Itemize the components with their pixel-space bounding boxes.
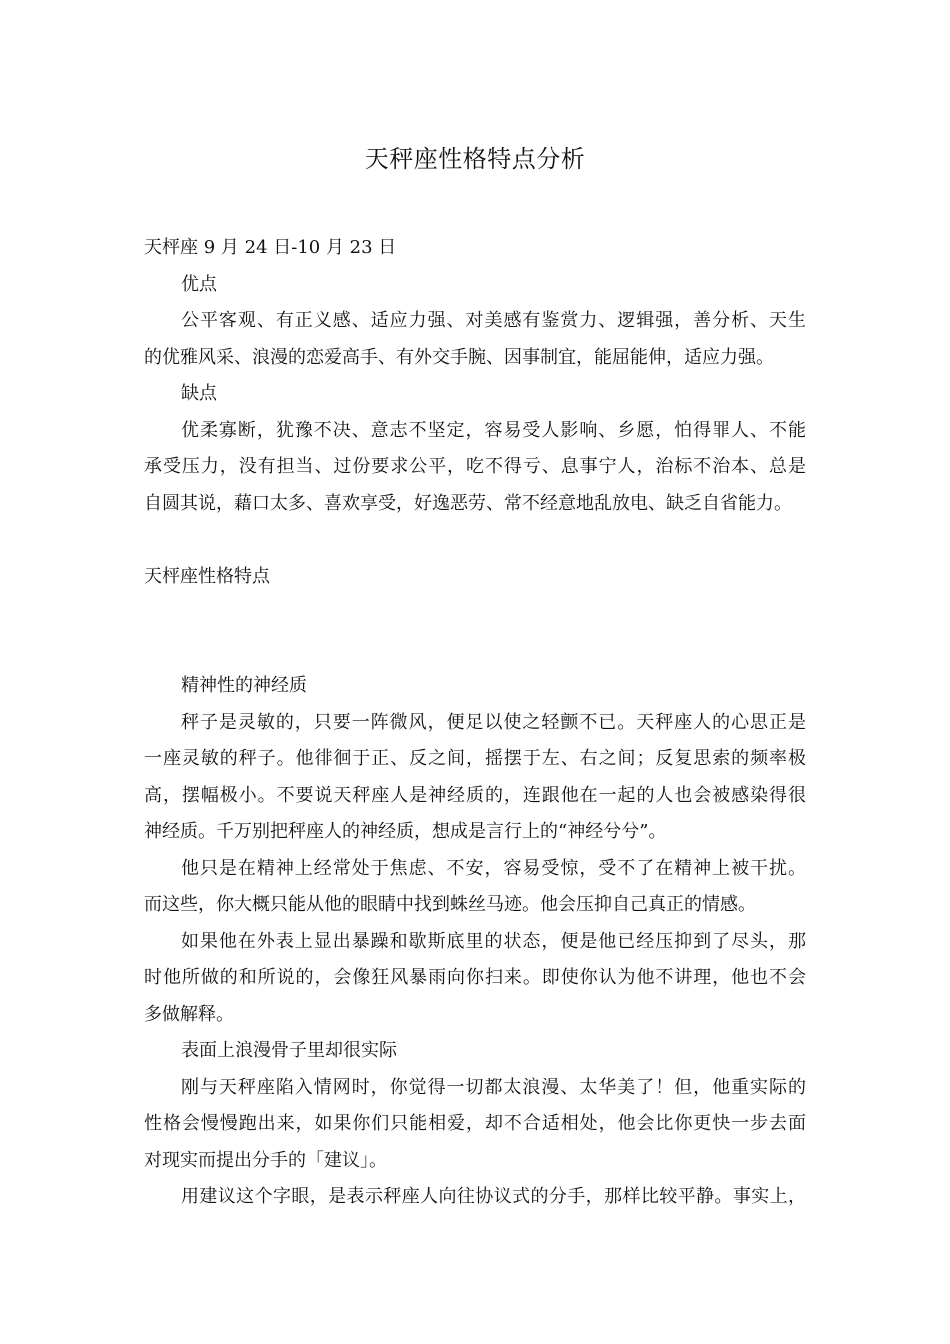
paragraph-line: 秤子是灵敏的，只要一阵微风，便足以使之轻颤不已。天秤座人的心思正是 — [181, 711, 806, 733]
traits-heading: 天枰座性格特点 — [144, 565, 270, 587]
spacer — [144, 522, 806, 559]
section-heading: 表面上浪漫骨子里却很实际 — [181, 1040, 397, 1061]
paragraph-line: 而这些，你大概只能从他的眼睛中找到蛛丝马迹。他会压抑自己真正的情感。 — [144, 894, 756, 915]
paragraph-line: 多做解释。 — [144, 1003, 234, 1025]
advantages-line: 的优雅风采、浪漫的恋爱高手、有外交手腕、因事制宜，能屈能伸，适应力强。 — [144, 346, 774, 368]
paragraph-line: 用建议这个字眼，是表示秤座人向往协议式的分手，那样比较平静。事实上， — [181, 1186, 806, 1207]
paragraph-line: 刚与天秤座陷入情网时，你觉得一切都太浪漫、太华美了！但，他重实际的 — [181, 1076, 806, 1098]
disadvantages-line: 承受压力，没有担当、过份要求公平，吃不得亏、息事宁人，治标不治本、总是 — [144, 456, 806, 477]
disadvantages-line: 优柔寡断，犹豫不决、意志不坚定，容易受人影响、乡愿，怕得罪人、不能 — [181, 419, 806, 441]
date-range-line: 天枰座 9 月 24 日-10 月 23 日 — [144, 237, 397, 258]
paragraph-line: 对现实而提出分手的「建议」。 — [144, 1149, 387, 1171]
disadvantages-heading: 缺点 — [181, 383, 217, 404]
document-body — [144, 230, 806, 1216]
advantages-line: 公平客观、有正义感、适应力强、对美感有鉴赏力、逻辑强，善分析、天生 — [181, 310, 806, 331]
disadvantages-line: 自圆其说，藉口太多、喜欢享受，好逸恶劳、常不经意地乱放电、缺乏自省能力。 — [144, 492, 792, 514]
paragraph-line: 高，摆幅极小。不要说天秤座人是神经质的，连跟他在一起的人也会被感染得很 — [144, 784, 806, 806]
paragraph-line: 如果他在外表上显出暴躁和歇斯底里的状态，便是他已经压抑到了尽头，那 — [181, 930, 806, 952]
advantages-heading: 优点 — [181, 273, 217, 295]
paragraph-line: 时他所做的和所说的，会像狂风暴雨向你扫来。即使你认为他不讲理，他也不会 — [144, 967, 806, 988]
paragraph-line: 他只是在精神上经常处于焦虑、不安，容易受惊，受不了在精神上被干扰。 — [181, 857, 806, 879]
section-heading: 精神性的神经质 — [181, 675, 307, 696]
document-title: 天秤座性格特点分析 — [364, 145, 586, 173]
paragraph-line: 性格会慢慢跑出来，如果你们只能相爱，却不合适相处，他会比你更快一步去面 — [144, 1113, 806, 1134]
paragraph-line: 一座灵敏的秤子。他徘徊于正、反之间，摇摆于左、右之间；反复思索的频率极 — [144, 748, 806, 769]
paragraph-line: 神经质。千万别把秤座人的神经质，想成是言行上的“神经兮兮”。 — [144, 821, 667, 842]
spacer — [144, 595, 806, 668]
